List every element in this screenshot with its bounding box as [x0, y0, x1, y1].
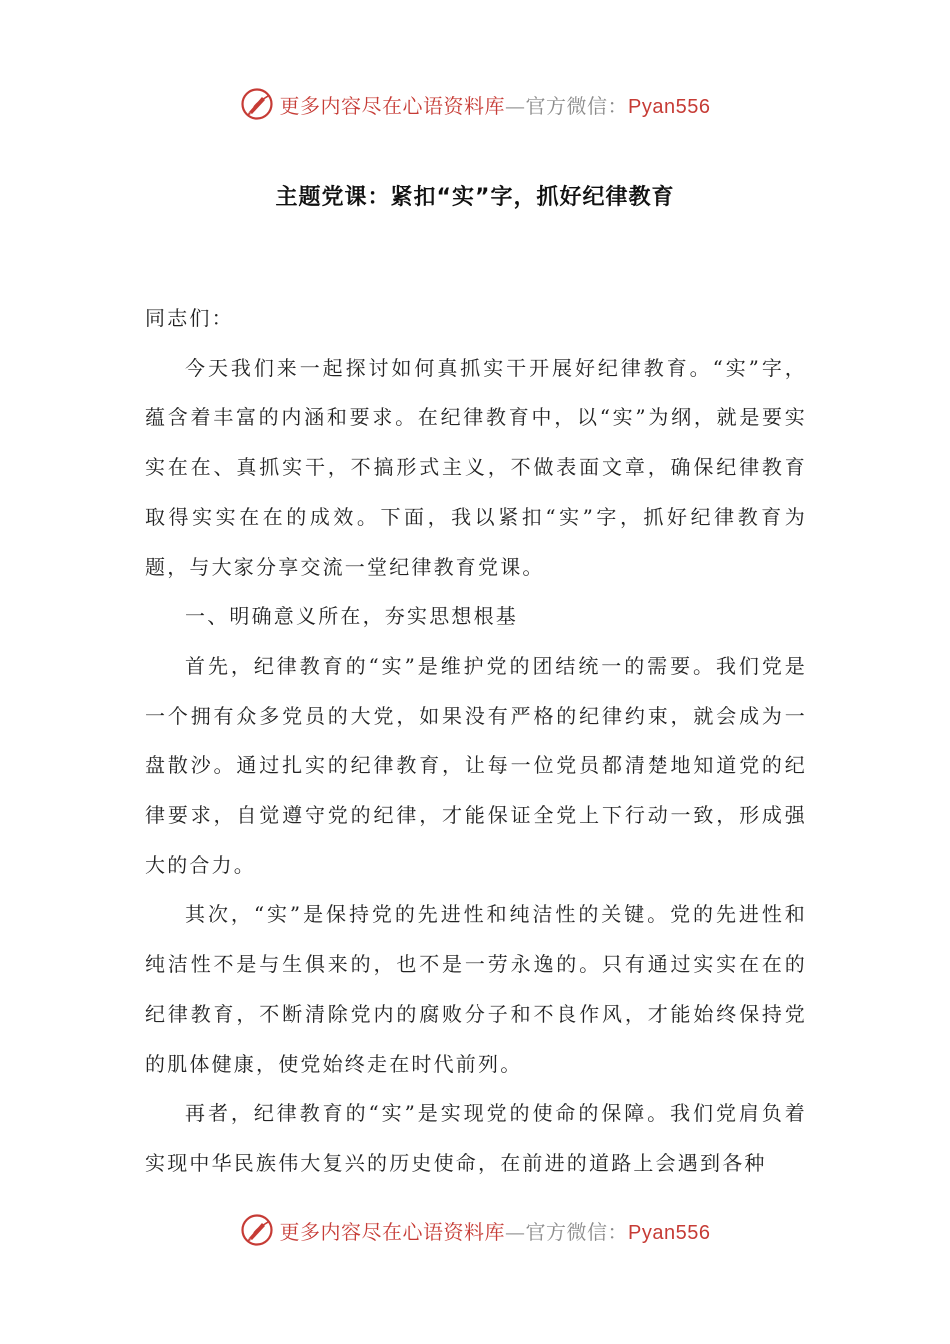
document-body [145, 294, 807, 1189]
watermark-main-text: 更多内容尽在心语资料库 [279, 93, 506, 118]
paragraph: 首先，纪律教育的“实”是维护党的团结统一的需要。我们党是一个拥有众多党员的大党，如果没有严格的纪律约束，就会成为一盘散沙。通过扎实的纪律教育，让每一位党员都清楚地知道党的纪律要求，自觉遵守党的纪律，才能保证全党上下行动一致，形成强大的合力。 [145, 653, 807, 877]
paragraph: 其次，“实”是保持党的先进性和纯洁性的关键。党的先进性和纯洁性不是与生俱来的，也不是一劳永逸的。只有通过实实在在的纪律教育，不断清除党内的腐败分子和不良作风，才能始终保持党的肌体健康，使党始终走在时代前列。 [145, 902, 807, 1076]
section-heading: 一、明确意义所在，夯实思想根基 [185, 604, 518, 629]
watermark-wechat-id: Pyan556 [628, 95, 711, 118]
pen-logo-icon [240, 1213, 274, 1247]
watermark-main-text: 更多内容尽在心语资料库 [279, 1219, 506, 1244]
paragraph: 今天我们来一起探讨如何真抓实干开展好纪律教育。“实”字，蕴含着丰富的内涵和要求。在纪律教育中，以“实”为纲，就是要实实在在、真抓实干，不搞形式主义，不做表面文章，确保纪律教育取得实实在在的成效。下面，我以紧扣“实”字，抓好纪律教育为题，与大家分享交流一堂纪律教育党课。 [145, 355, 807, 579]
watermark-wechat-label: 官方微信： [525, 93, 629, 118]
salutation: 同志们： [145, 306, 234, 330]
pen-logo-icon [240, 87, 274, 121]
document-title: 主题党课：紧扣“实”字，抓好纪律教育 [275, 185, 675, 210]
watermark-wechat-id: Pyan556 [628, 1221, 711, 1244]
watermark-wechat-label: 官方微信： [525, 1219, 629, 1244]
paragraph: 再者，纪律教育的“实”是实现党的使命的保障。我们党肩负着实现中华民族伟大复兴的历史使命，在前进的道路上会遇到各种 [145, 1101, 807, 1175]
watermark-separator: — [505, 1219, 526, 1244]
watermark-separator: — [505, 93, 526, 118]
watermark-banner-top [0, 84, 950, 124]
watermark-banner-bottom [0, 1210, 950, 1250]
